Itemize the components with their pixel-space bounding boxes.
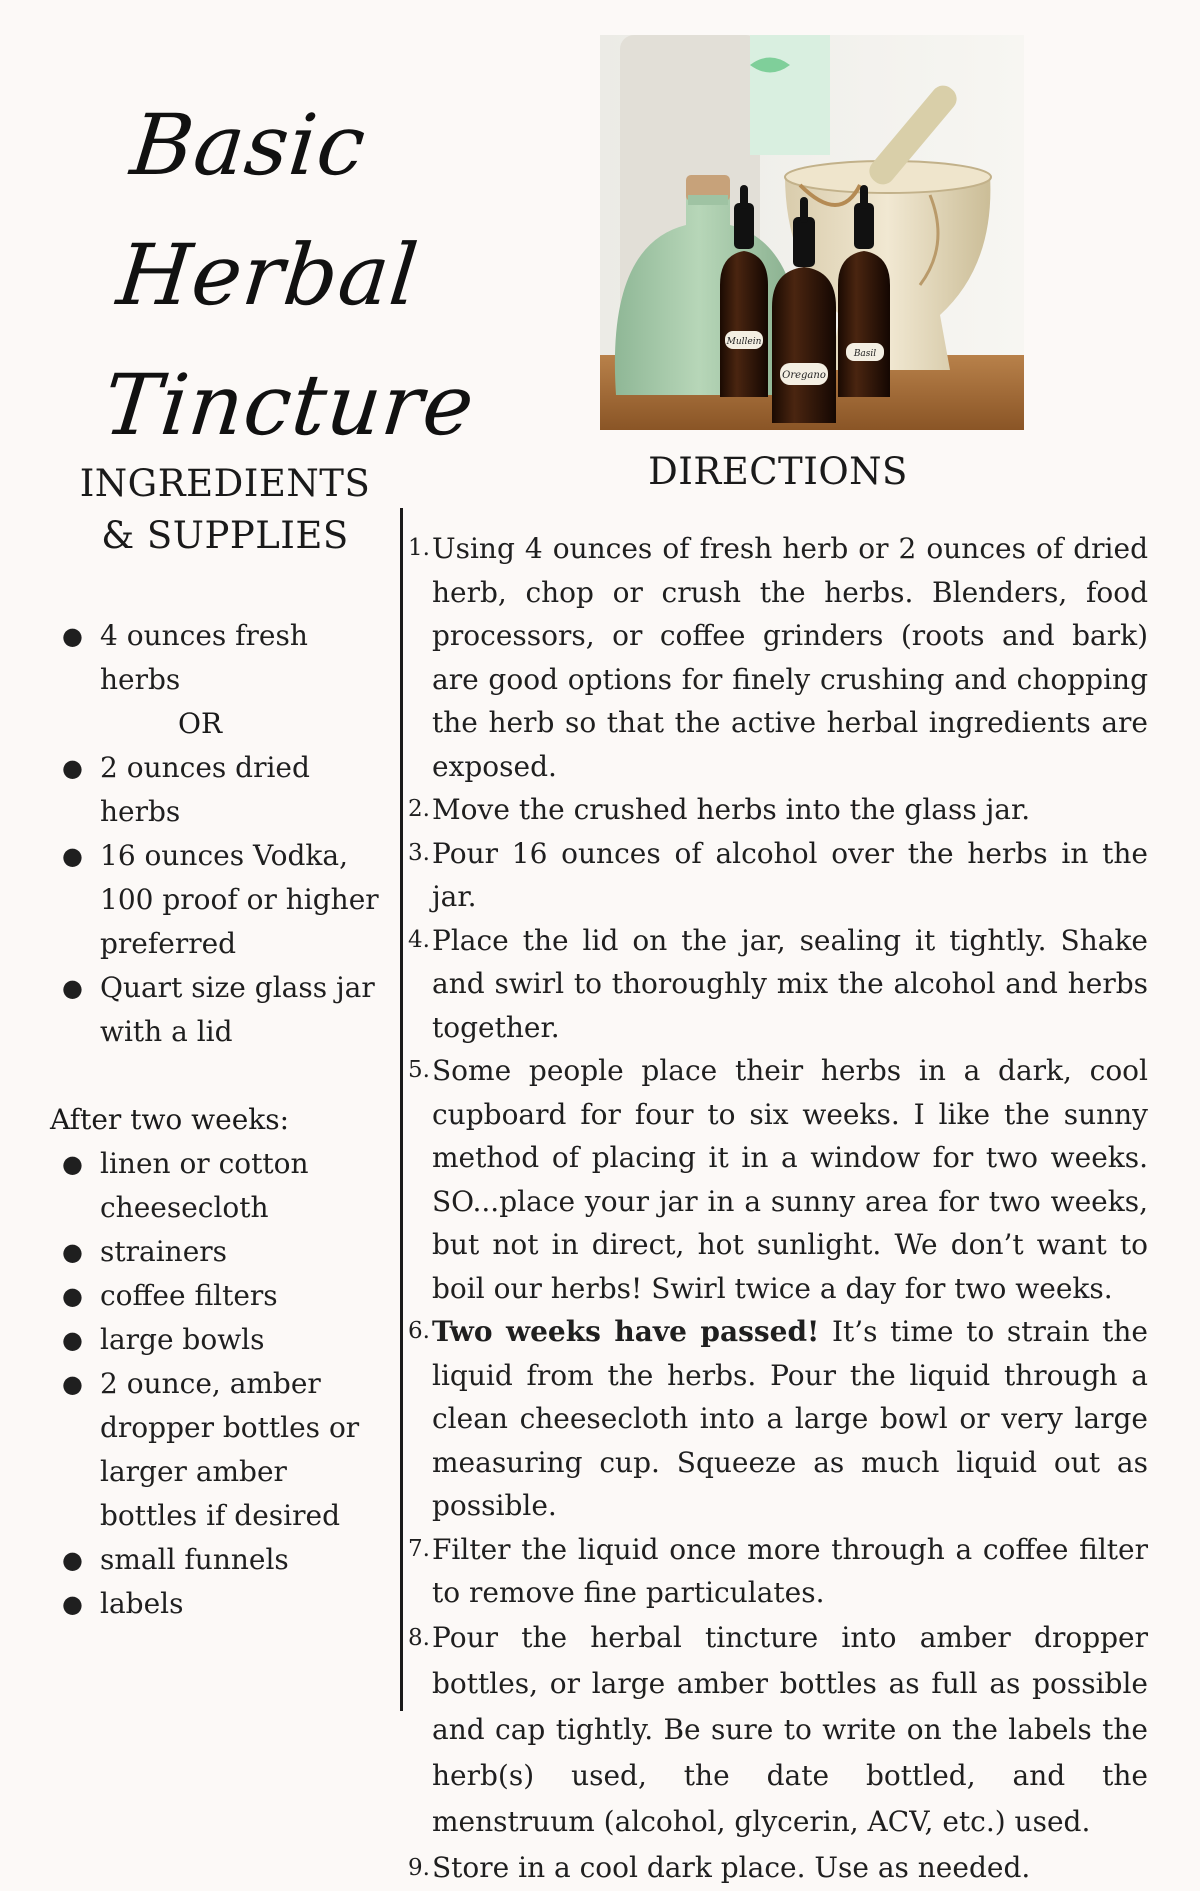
ingredients-heading: INGREDIENTS & SUPPLIES: [79, 462, 371, 557]
bottle-label-mullein: Mullein: [726, 337, 762, 347]
ingredient-text: 16 ounces Vodka, 100 proof or higher preferred: [100, 838, 379, 960]
list-item: [50, 834, 380, 966]
direction-step-4: [408, 919, 1148, 1050]
step-text: Using 4 ounces of fresh herb or 2 ounces of dried herb, chop or crush the herbs. Blenders, food processors, or coffee grinders (roots and bark) are good options for finely crushing and chopping the herb so that the active herbal ingredients are exposed.: [432, 532, 1148, 783]
directions-heading: DIRECTIONS: [648, 450, 908, 493]
step-number: 2.: [408, 796, 430, 822]
ingredients-list-continued: [50, 746, 380, 1054]
step-text: Place the lid on the jar, sealing it tightly. Shake and swirl to thoroughly mix the alcohol and herbs together.: [432, 923, 1148, 1044]
step-text: Pour 16 ounces of alcohol over the herbs in the jar.: [432, 836, 1148, 913]
supply-text: small funnels: [100, 1542, 289, 1576]
bullet-icon: ●: [62, 1237, 83, 1266]
step-text: Filter the liquid once more through a coffee filter to remove fine particulates.: [432, 1532, 1148, 1609]
after-two-weeks-label: After two weeks:: [50, 1102, 290, 1136]
bullet-icon: ●: [62, 1369, 83, 1398]
list-item: [50, 1230, 380, 1274]
directions-column: [408, 450, 1148, 1891]
ingredients-column: [50, 458, 380, 1626]
list-item: [50, 1362, 380, 1538]
bullet-icon: ●: [62, 841, 83, 870]
step-number: 9.: [408, 1854, 430, 1881]
bullet-icon: ●: [62, 1281, 83, 1310]
step-number: 4.: [408, 926, 430, 953]
bottle-label-basil: Basil: [853, 349, 877, 359]
list-item: [50, 1274, 380, 1318]
ingredient-text: 4 ounces fresh herbs: [100, 618, 308, 696]
bullet-icon: ●: [62, 1545, 83, 1574]
bullet-icon: ●: [62, 753, 83, 782]
list-item: [50, 966, 380, 1054]
tincture-bottles-photo: [600, 35, 1024, 430]
bottle-label-oregano: Oregano: [782, 370, 826, 381]
step-text: Move the crushed herbs into the glass jar.: [432, 793, 1031, 826]
or-text: OR: [178, 706, 223, 740]
step-text: Some people place their herbs in a dark, cool cupboard for four to six weeks. I like the sunny method of placing it in a window for two weeks. SO...place your jar in a sunny area for two weeks, but not in direct, hot sunlight. We don’t want to boil our herbs! Swirl twice a day for two weeks.: [432, 1054, 1148, 1305]
supply-text: strainers: [100, 1234, 228, 1268]
direction-step-8: [408, 1615, 1148, 1845]
list-item: [50, 614, 380, 702]
tincture-bottles-illustration: [600, 35, 1024, 430]
list-item: [50, 746, 380, 834]
ingredient-text: 2 ounces dried herbs: [100, 750, 310, 828]
bullet-icon: ●: [62, 1149, 83, 1178]
supply-text: coffee filters: [100, 1278, 278, 1312]
list-item: [50, 1582, 380, 1626]
recipe-title: [97, 80, 608, 471]
supply-text: large bowls: [100, 1322, 265, 1356]
list-item: [50, 1142, 380, 1230]
directions-list: [408, 527, 1148, 1891]
step-text: Store in a cool dark place. Use as needed.: [432, 1850, 1031, 1884]
step-number: 6.: [408, 1318, 430, 1344]
bullet-icon: ●: [62, 621, 83, 650]
step-bold-text: Two weeks have passed!: [432, 1315, 820, 1348]
direction-step-1: [408, 527, 1148, 788]
supply-text: 2 ounce, amber dropper bottles or larger amber bottles if desired: [100, 1366, 360, 1532]
title-line-1: Basic Herbal: [112, 96, 424, 325]
direction-step-7: [408, 1528, 1148, 1615]
step-text: Pour the herbal tincture into amber dropper bottles, or large amber bottles as full as possible and cap tightly. Be sure to write on the labels the herb(s) used, the date bottled, and the menstruum (alcohol, glycerin, ACV, etc.) used.: [432, 1620, 1148, 1838]
direction-step-5: [408, 1049, 1148, 1310]
after-supplies-list: [50, 1142, 380, 1626]
step-number: 3.: [408, 839, 430, 866]
ingredients-list: [50, 614, 380, 702]
supply-text: linen or cotton cheesecloth: [100, 1146, 309, 1224]
ingredient-text: Quart size glass jar with a lid: [100, 970, 375, 1048]
step-number: 7.: [408, 1535, 430, 1562]
direction-step-3: [408, 832, 1148, 919]
bullet-icon: ●: [62, 1589, 83, 1618]
step-text: It’s time to strain the liquid from the herbs. Pour the liquid through a clean cheesecloth into a large bowl or very large measuring cup. Squeeze as much liquid out as possible.: [432, 1315, 1148, 1522]
bullet-icon: ●: [62, 973, 83, 1002]
title-line-2: Tincture: [99, 356, 480, 455]
list-item: [50, 1538, 380, 1582]
step-number: 8.: [408, 1624, 430, 1651]
direction-step-2: [408, 788, 1148, 832]
column-divider: [400, 508, 403, 1711]
list-item: [50, 1318, 380, 1362]
direction-step-6: [408, 1310, 1148, 1528]
step-number: 5.: [408, 1057, 430, 1083]
step-number: 1.: [408, 535, 430, 561]
supply-text: labels: [100, 1586, 184, 1620]
direction-step-9: [408, 1845, 1148, 1891]
bullet-icon: ●: [62, 1325, 83, 1354]
